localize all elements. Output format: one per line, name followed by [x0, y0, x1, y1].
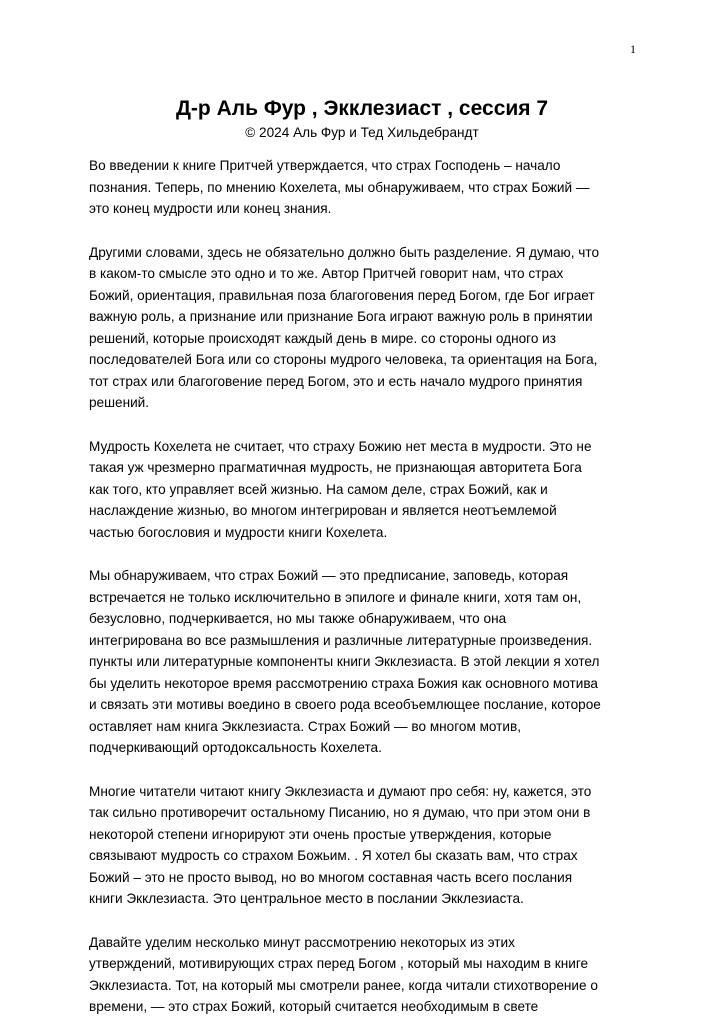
text-line: бы уделить некоторое время рассмотрению страха Божия как основного мотива	[89, 675, 598, 691]
text-line: Мы обнаруживаем, что страх Божий — это предписание, заповедь, которая	[89, 568, 569, 583]
text-line: встречается не только исключительно в эпилоге и финале книги, хотя там он,	[89, 589, 582, 605]
document-title: Д-р Аль Фур , Экклезиаст , сессия 7	[175, 97, 549, 120]
text-line: важную роль, а признание или признание Бога играют важную роль в принятии	[89, 309, 593, 324]
text-line: Другими словами, здесь не обязательно должно быть разделение. Я думаю, что	[89, 244, 600, 260]
text-line: книги Экклезиаста. Это центральное место в послании Экклезиаста.	[89, 891, 524, 906]
text-line: Многие читатели читают книгу Экклезиаста и думают про себя: ну, кажется, это	[89, 783, 592, 799]
text-line: такая уж чрезмерно прагматичная мудрость, не признающая авторитета Бога	[89, 460, 582, 475]
text-line: подчеркивающий ортодоксальность Кохелета.	[89, 740, 382, 755]
text-line: познания. Теперь, по мнению Кохелета, мы обнаруживаем, что страх Божий —	[89, 179, 590, 195]
text-line: как того, кто управляет всей жизнью. На самом деле, страх Божий, как и	[89, 481, 548, 497]
text-line: частью богословия и мудрости книги Кохелета.	[89, 524, 388, 540]
text-line: времени, — это страх Божий, который считается необходимым в свете	[89, 999, 539, 1014]
body-text	[89, 155, 641, 1018]
text-line: наслаждение жизнью, во многом интегрирован и является неотъемлемой	[89, 503, 557, 518]
text-line: утверждений, мотивирующих страх перед Богом , который мы находим в книге	[89, 956, 589, 971]
paragraph-1	[89, 155, 641, 220]
paragraph-4	[89, 565, 641, 759]
text-line: Божий – это не просто вывод, но во многом составная часть всего послания	[89, 869, 573, 885]
copyright-line: © 2024 Аль Фур и Тед Хильдебрандт	[245, 125, 479, 140]
text-line: решений, которые происходят каждый день в мире. со стороны одного из	[89, 330, 556, 346]
text-line: связывают мудрость со страхом Божьим. . Я хотел бы сказать вам, что страх	[89, 848, 578, 863]
text-line: некоторой степени игнорируют эти очень простые утверждения, которые	[89, 826, 552, 842]
text-line: Мудрость Кохелета не считает, что страху Божию нет места в мудрости. Это не	[89, 438, 592, 454]
text-line: тот страх или благоговение перед Богом, это и есть начало мудрого принятия	[89, 373, 583, 389]
text-line: оставляет нам книга Экклезиаста. Страх Божий — во многом мотив,	[89, 718, 521, 734]
text-line: это конец мудрости или конец знания.	[89, 201, 332, 216]
text-line: так сильно противоречит остальному Писанию, но я думаю, что при этом они в	[89, 805, 591, 820]
text-line: Экклезиаста. Тот, на который мы смотрели ранее, когда читали стихотворение о	[89, 977, 598, 993]
paragraph-5	[89, 781, 641, 910]
text-line: последователей Бога или со стороны мудрого человека, та ориентация на Бога,	[89, 352, 598, 367]
text-line: пункты или литературные компоненты книги Экклезиаста. В этой лекции я хотел	[89, 654, 600, 669]
text-line: Во введении к книге Притчей утверждается, что страх Господень – начало	[89, 158, 561, 173]
paragraph-3	[89, 436, 641, 544]
page-number: 1	[630, 42, 636, 56]
text-line: и связать эти мотивы воедино в своего рода всеобъемлющее послание, которое	[89, 697, 601, 712]
paragraph-2	[89, 242, 641, 414]
text-line: Давайте уделим несколько минут рассмотрению некоторых из этих	[89, 934, 515, 950]
text-line: решений.	[89, 395, 150, 410]
text-line: интегрирована во все размышления и различные литературные произведения.	[89, 632, 593, 648]
text-line: Божий, ориентация, правильная поза благоговения перед Богом, где Бог играет	[89, 287, 595, 303]
text-line: безусловно, подчеркивается, но мы также обнаруживаем, что она	[89, 611, 507, 626]
text-line: в каком-то смысле это одно и то же. Автор Притчей говорит нам, что страх	[89, 266, 564, 281]
paragraph-6	[89, 932, 641, 1018]
